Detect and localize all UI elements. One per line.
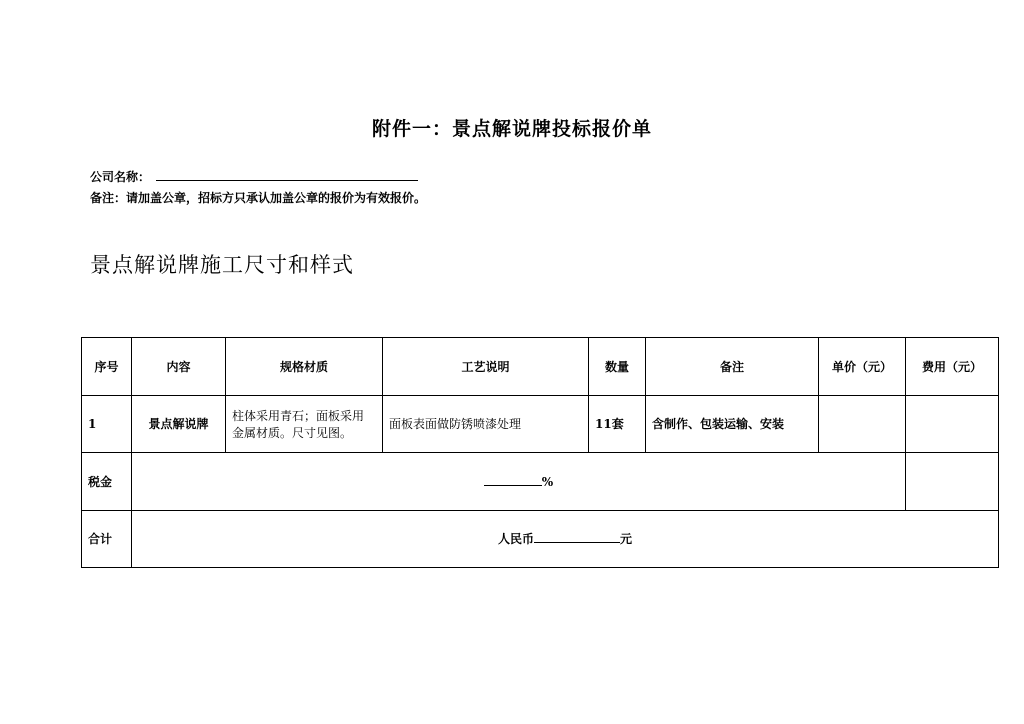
cell-remark: 含制作、包装运输、安装 [646,395,819,453]
total-suffix: 元 [620,532,633,547]
tax-percent-sign: % [541,475,554,490]
header-unit-price: 单价（元） [819,338,906,396]
cell-craft: 面板表面做防锈喷漆处理 [383,395,589,453]
company-name-label: 公司名称： [90,170,151,184]
header-index: 序号 [82,338,132,396]
total-row [82,510,999,568]
tax-label: 税金 [82,453,132,511]
section-title: 景点解说牌施工尺寸和样式 [90,253,354,277]
cell-unit-price[interactable] [819,395,906,453]
cell-content: 景点解说牌 [132,395,226,453]
total-value-cell [132,510,999,568]
table-row [82,395,999,453]
company-name-line [90,168,418,185]
cell-quantity: 11套 [589,395,646,453]
header-craft: 工艺说明 [383,338,589,396]
header-spec: 规格材质 [226,338,383,396]
tax-cost-cell[interactable] [906,453,999,511]
quote-table [81,337,999,568]
header-cost: 费用（元） [906,338,999,396]
header-remark: 备注 [646,338,819,396]
cell-index: 1 [82,395,132,453]
tax-row [82,453,999,511]
cell-cost[interactable] [906,395,999,453]
total-prefix: 人民币 [497,532,534,547]
header-content: 内容 [132,338,226,396]
note-line: 备注：请加盖公章，招标方只承认加盖公章的报价为有效报价。 [90,191,427,205]
cell-spec-line2: 金属材质。尺寸见图。 [232,425,353,440]
tax-value-cell [132,453,906,511]
table-header-row [82,338,999,396]
cell-spec [226,395,383,453]
total-label: 合计 [82,510,132,568]
document-title: 附件一：景点解说牌投标报价单 [371,118,652,140]
tax-percent-blank[interactable] [484,473,542,486]
total-amount-blank[interactable] [534,530,620,543]
cell-spec-line1: 柱体采用青石；面板采用 [232,408,365,423]
header-quantity: 数量 [589,338,646,396]
company-name-blank[interactable] [156,168,418,181]
